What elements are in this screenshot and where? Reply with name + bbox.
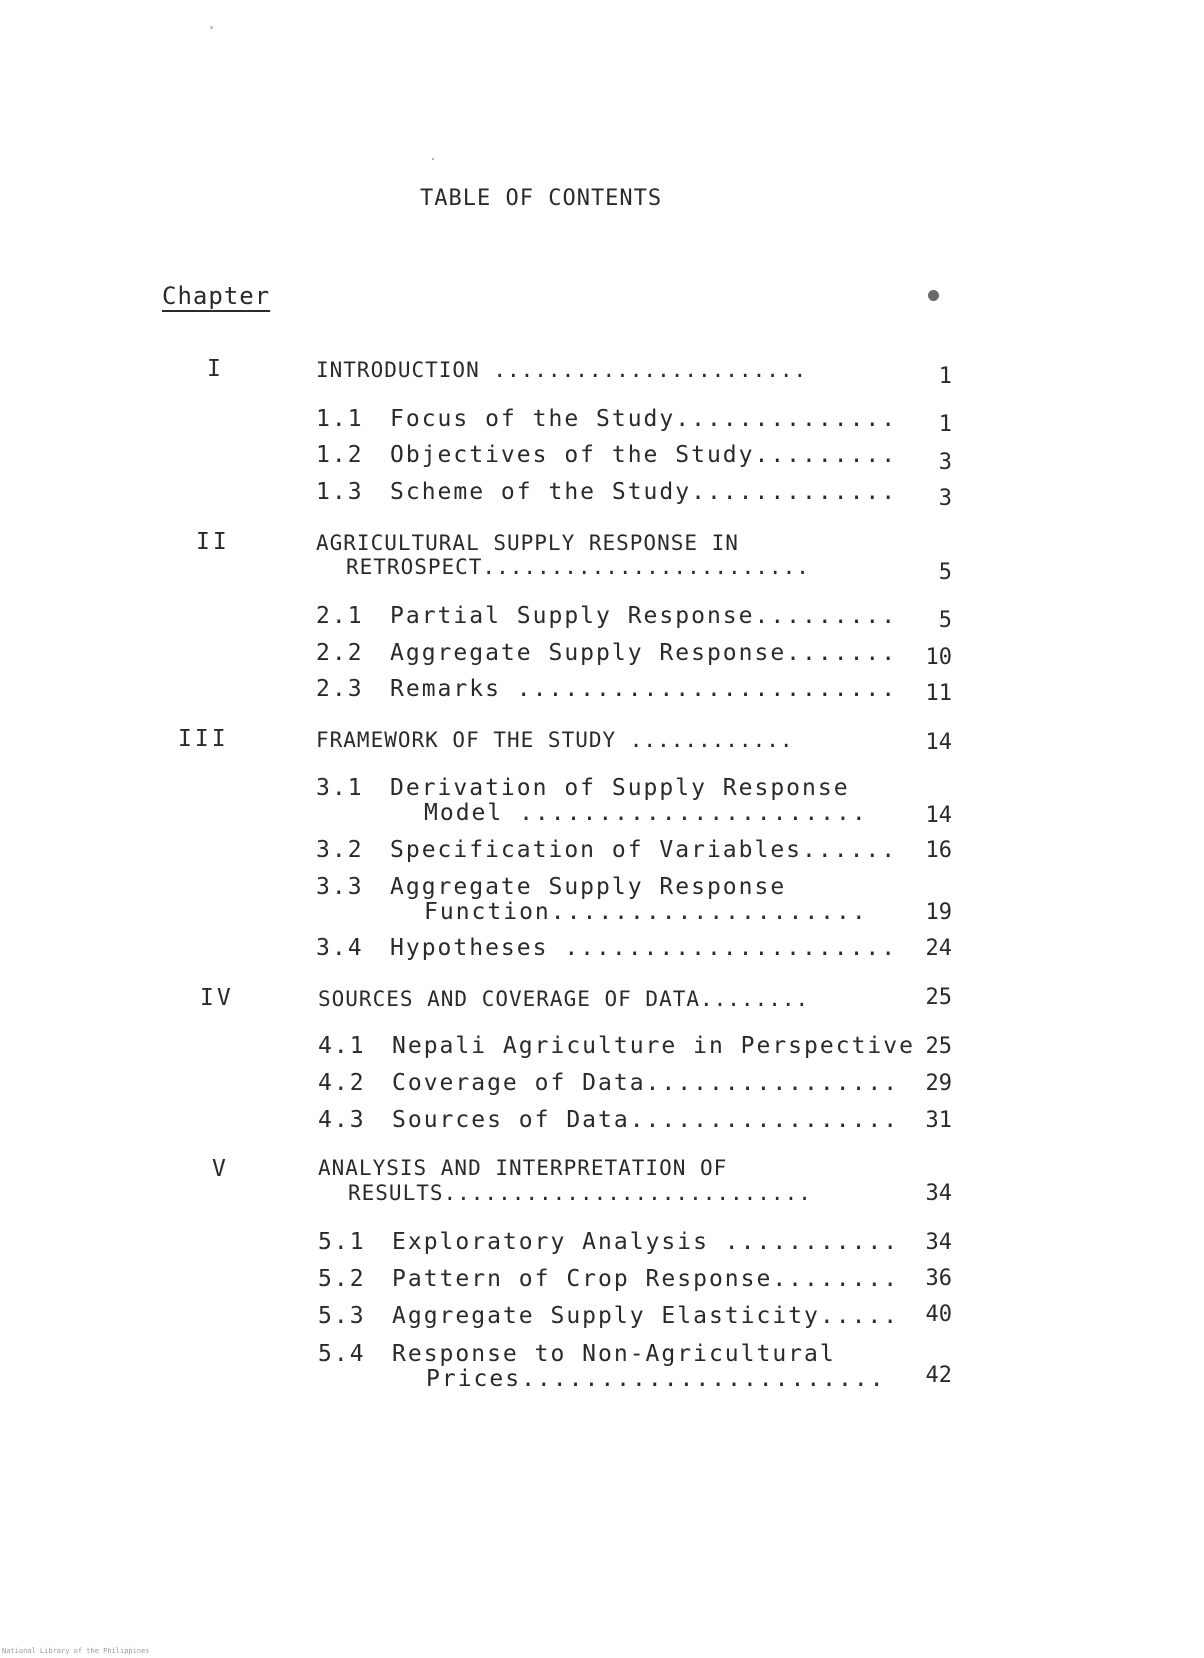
section-number: 4.1 <box>318 1033 366 1059</box>
section-title-cont[interactable]: Model ...................... <box>424 800 868 826</box>
chapter-heading[interactable]: ANALYSIS AND INTERPRETATION OF <box>318 1156 728 1180</box>
chapter-heading[interactable]: FRAMEWORK OF THE STUDY ............ <box>316 728 794 752</box>
chapter-heading-cont[interactable]: RETROSPECT........................ <box>346 555 810 579</box>
page-number: 1 <box>938 364 952 389</box>
chapter-numeral: V <box>212 1156 229 1182</box>
section-number: 3.3 <box>316 874 364 900</box>
section-title[interactable]: Remarks ........................ <box>390 676 898 702</box>
section-title[interactable]: Aggregate Supply Elasticity..... <box>392 1303 900 1329</box>
page-number: 14 <box>925 730 952 755</box>
section-number: 1.1 <box>316 406 364 432</box>
page-number: 3 <box>938 450 952 475</box>
page-number: 42 <box>925 1363 952 1388</box>
section-title[interactable]: Hypotheses ..................... <box>390 935 898 961</box>
page-number: 5 <box>938 560 952 585</box>
section-number: 3.2 <box>316 837 364 863</box>
section-title[interactable]: Nepali Agriculture in Perspective <box>392 1033 915 1059</box>
section-title[interactable]: Scheme of the Study............. <box>390 479 898 505</box>
page-title: TABLE OF CONTENTS <box>420 186 663 211</box>
section-number: 2.2 <box>316 640 364 666</box>
page-number: 14 <box>925 803 952 828</box>
section-title[interactable]: Coverage of Data................ <box>392 1070 900 1096</box>
section-number: 5.3 <box>318 1303 366 1329</box>
section-title[interactable]: Response to Non-Agricultural <box>392 1341 836 1367</box>
section-title[interactable]: Derivation of Supply Response <box>390 775 850 801</box>
section-number: 5.4 <box>318 1341 366 1367</box>
chapter-heading[interactable]: AGRICULTURAL SUPPLY RESPONSE IN <box>316 531 739 555</box>
section-title[interactable]: Pattern of Crop Response........ <box>392 1266 900 1292</box>
chapter-column-header: Chapter <box>162 282 271 310</box>
page-number: 19 <box>925 900 952 925</box>
section-number: 5.2 <box>318 1266 366 1292</box>
chapter-heading-cont[interactable]: RESULTS........................... <box>348 1181 812 1205</box>
section-title[interactable]: Specification of Variables...... <box>390 837 898 863</box>
page-number: 16 <box>925 838 952 863</box>
section-title[interactable]: Partial Supply Response......... <box>390 603 898 629</box>
scan-footer-note: National Library of the Philippines <box>2 1647 150 1655</box>
section-number: 1.2 <box>316 442 364 468</box>
chapter-numeral: IV <box>200 985 234 1011</box>
section-title[interactable]: Focus of the Study.............. <box>390 406 898 432</box>
page-number: 40 <box>925 1302 952 1327</box>
page-number: 3 <box>938 486 952 511</box>
section-title[interactable]: Exploratory Analysis ........... <box>392 1229 900 1255</box>
page-number: 34 <box>925 1181 952 1206</box>
chapter-numeral: I <box>207 356 224 382</box>
section-number: 4.3 <box>318 1107 366 1133</box>
section-number: 2.1 <box>316 603 364 629</box>
page-number: 1 <box>938 412 952 437</box>
page-number: 25 <box>925 985 952 1010</box>
page-number: 5 <box>938 608 952 633</box>
page-number: 25 <box>925 1034 952 1059</box>
section-number: 4.2 <box>318 1070 366 1096</box>
section-title[interactable]: Objectives of the Study......... <box>390 442 898 468</box>
section-number: 3.1 <box>316 775 364 801</box>
chapter-heading[interactable]: SOURCES AND COVERAGE OF DATA........ <box>318 987 810 1011</box>
page-number: 36 <box>925 1266 952 1291</box>
chapter-numeral: III <box>178 726 229 752</box>
chapter-heading[interactable]: INTRODUCTION ....................... <box>316 358 808 382</box>
section-number: 2.3 <box>316 676 364 702</box>
page-number: 11 <box>925 681 952 706</box>
section-title[interactable]: Aggregate Supply Response....... <box>390 640 898 666</box>
chapter-numeral: II <box>196 529 230 555</box>
ink-speck <box>928 290 939 301</box>
section-title-cont[interactable]: Function.................... <box>424 899 868 925</box>
ink-speck <box>210 26 213 29</box>
page-number: 24 <box>925 936 952 961</box>
page-number: 29 <box>925 1071 952 1096</box>
ink-speck <box>432 158 434 160</box>
page-number: 34 <box>925 1230 952 1255</box>
section-number: 5.1 <box>318 1229 366 1255</box>
section-title[interactable]: Aggregate Supply Response <box>390 874 787 900</box>
section-title[interactable]: Sources of Data................. <box>392 1107 900 1133</box>
page-number: 31 <box>925 1108 952 1133</box>
section-number: 1.3 <box>316 479 364 505</box>
page-number: 10 <box>925 645 952 670</box>
section-title-cont[interactable]: Prices....................... <box>426 1366 886 1392</box>
section-number: 3.4 <box>316 935 364 961</box>
